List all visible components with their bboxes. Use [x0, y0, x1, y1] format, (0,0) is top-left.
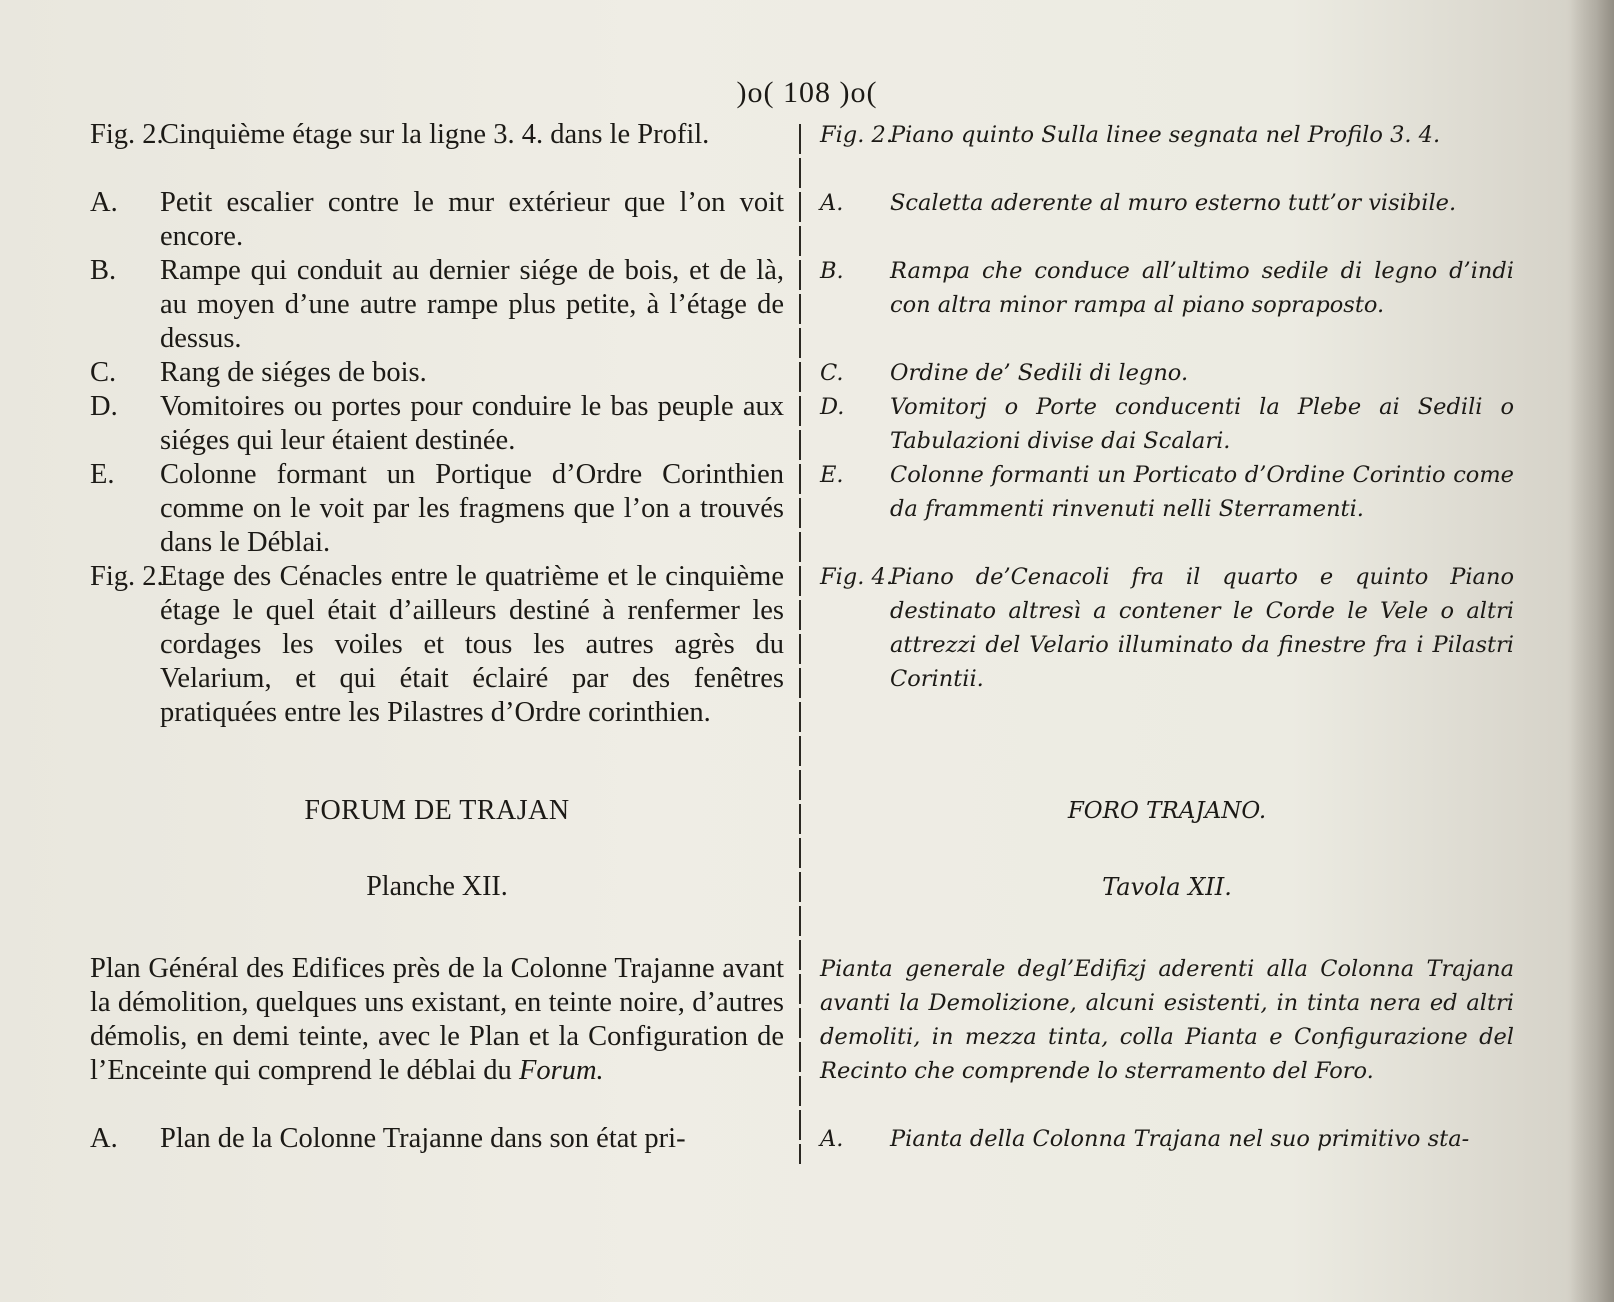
- fr-entry-a: [90, 186, 784, 254]
- it-entry-fig4: [820, 560, 1514, 764]
- page-edge-shadow: [1570, 0, 1614, 1302]
- entry-label: D.: [90, 391, 118, 422]
- it-entry-a: [820, 186, 1514, 254]
- entry-text: Piano quinto Sulla linee segnata nel Profilo 3. 4.: [890, 122, 1441, 148]
- entry-label: Fig. 4.: [820, 564, 893, 590]
- it-entry-c: [820, 356, 1514, 390]
- entry-text: Colonne formanti un Porticato d’Ordine Corintio come da frammenti rinvenuti nelli Sterramenti.: [890, 462, 1514, 522]
- it-entry-e: [820, 458, 1514, 560]
- intro-text: Général des Edifices près de la Colonne Trajanne avant la démolition, quelques uns existant, en teinte noire, d’autres démolis, en demi teinte, avec le Plan et la Configuration de l’Enceinte qui comprend le déblai du: [90, 953, 784, 1086]
- it-entry-b: [820, 254, 1514, 356]
- entry-label: Fig. 2.: [820, 122, 893, 148]
- entry-label: D.: [820, 394, 845, 420]
- entry-text: Etage des Cénacles entre le quatrième et le cinquième étage le quel était d’ailleurs destiné à renfermer les cordages les voiles et tous les autres agrès du Velarium, et qui était éclairé par des fenêtres pratiquées entre les Pilastres d’Ordre corinthien.: [160, 561, 784, 728]
- entry-label: A.: [820, 190, 844, 216]
- entry-label: Fig. 2.: [90, 561, 164, 592]
- entry-text: Rampa che conduce all’ultimo sedile di legno d’indi con altra minor rampa al piano sopraposto.: [890, 258, 1514, 318]
- entry-text: Piano de’Cenacoli fra il quarto e quinto Piano destinato altresì a contener le Corde le Vele o altri attrezzi del Velario illuminato da finestre fra i Pilastri Corintii.: [890, 564, 1514, 692]
- entry-label: C.: [90, 357, 117, 388]
- entry-label: A.: [90, 1123, 118, 1154]
- it-entry-last: [820, 1122, 1514, 1156]
- section-title: FORUM DE TRAJAN: [304, 795, 570, 826]
- italian-column: [820, 118, 1514, 1156]
- entry-text: Pianta della Colonna Trajana nel suo primitivo sta-: [890, 1126, 1470, 1152]
- entry-text: Petit escalier contre le mur extérieur que l’on voit encore.: [160, 187, 784, 252]
- intro-text: generale degl’Edifizj aderenti alla Colonna Trajana avanti la Demolizione, alcuni esistenti, in tinta nera ed altri demoliti, in mezza tinta, colla Pianta e Configurazione del Recinto che comprende lo sterramento del Foro.: [820, 956, 1514, 1084]
- fr-entry-fig2: [90, 118, 784, 186]
- fr-intro: [90, 952, 784, 1122]
- fr-entry-b: [90, 254, 784, 356]
- fr-entry-d: [90, 390, 784, 458]
- page-number: )o( 108 )o(: [736, 76, 878, 109]
- intro-lead: Plan: [90, 953, 141, 984]
- it-entry-fig2: [820, 118, 1514, 186]
- entry-label: C.: [820, 360, 844, 386]
- entry-text: Rampe qui conduit au dernier siége de bois, et de là, au moyen d’une autre rampe plus petite, à l’étage de dessus.: [160, 255, 784, 354]
- entry-text: Plan de la Colonne Trajanne dans son état pri-: [160, 1123, 686, 1154]
- entry-label: Fig. 2.: [90, 119, 164, 150]
- entry-text: Vomitorj o Porte conducenti la Plebe ai Sedili o Tabulazioni divise dai Scalari.: [890, 394, 1514, 454]
- french-column: [90, 118, 784, 1156]
- section-title: FORO TRAJANO.: [1067, 798, 1267, 824]
- it-entry-d: [820, 390, 1514, 458]
- intro-italic-end: Forum.: [518, 1055, 604, 1086]
- intro-lead: Pianta: [820, 956, 893, 982]
- entry-label: A.: [820, 1126, 844, 1152]
- entry-text: Rang de siéges de bois.: [160, 357, 427, 388]
- entry-text: Cinquième étage sur la ligne 3. 4. dans le Profil.: [160, 119, 710, 150]
- plate-title: Tavola XII.: [1102, 873, 1232, 901]
- plate-title: Planche XII.: [366, 871, 508, 902]
- entry-label: E.: [90, 459, 115, 490]
- entry-text: Vomitoires ou portes pour conduire le bas peuple aux siéges qui leur étaient destinée.: [160, 391, 784, 456]
- fr-entry-e: [90, 458, 784, 560]
- fr-entry-c: [90, 356, 784, 390]
- it-intro: [820, 952, 1514, 1122]
- fr-entry-last: [90, 1122, 784, 1156]
- entry-text: Ordine de’ Sedili di legno.: [890, 360, 1189, 386]
- entry-label: B.: [90, 255, 117, 286]
- fr-entry-fig2-b: [90, 560, 784, 764]
- entry-text: Scaletta aderente al muro esterno tutt’or visibile.: [890, 190, 1457, 216]
- entry-label: E.: [820, 462, 844, 488]
- column-divider: [799, 124, 801, 1164]
- entry-label: B.: [820, 258, 844, 284]
- entry-label: A.: [90, 187, 118, 218]
- entry-text: Colonne formant un Portique d’Ordre Corinthien comme on le voit par les fragmens que l’on a trouvés dans le Déblai.: [160, 459, 784, 558]
